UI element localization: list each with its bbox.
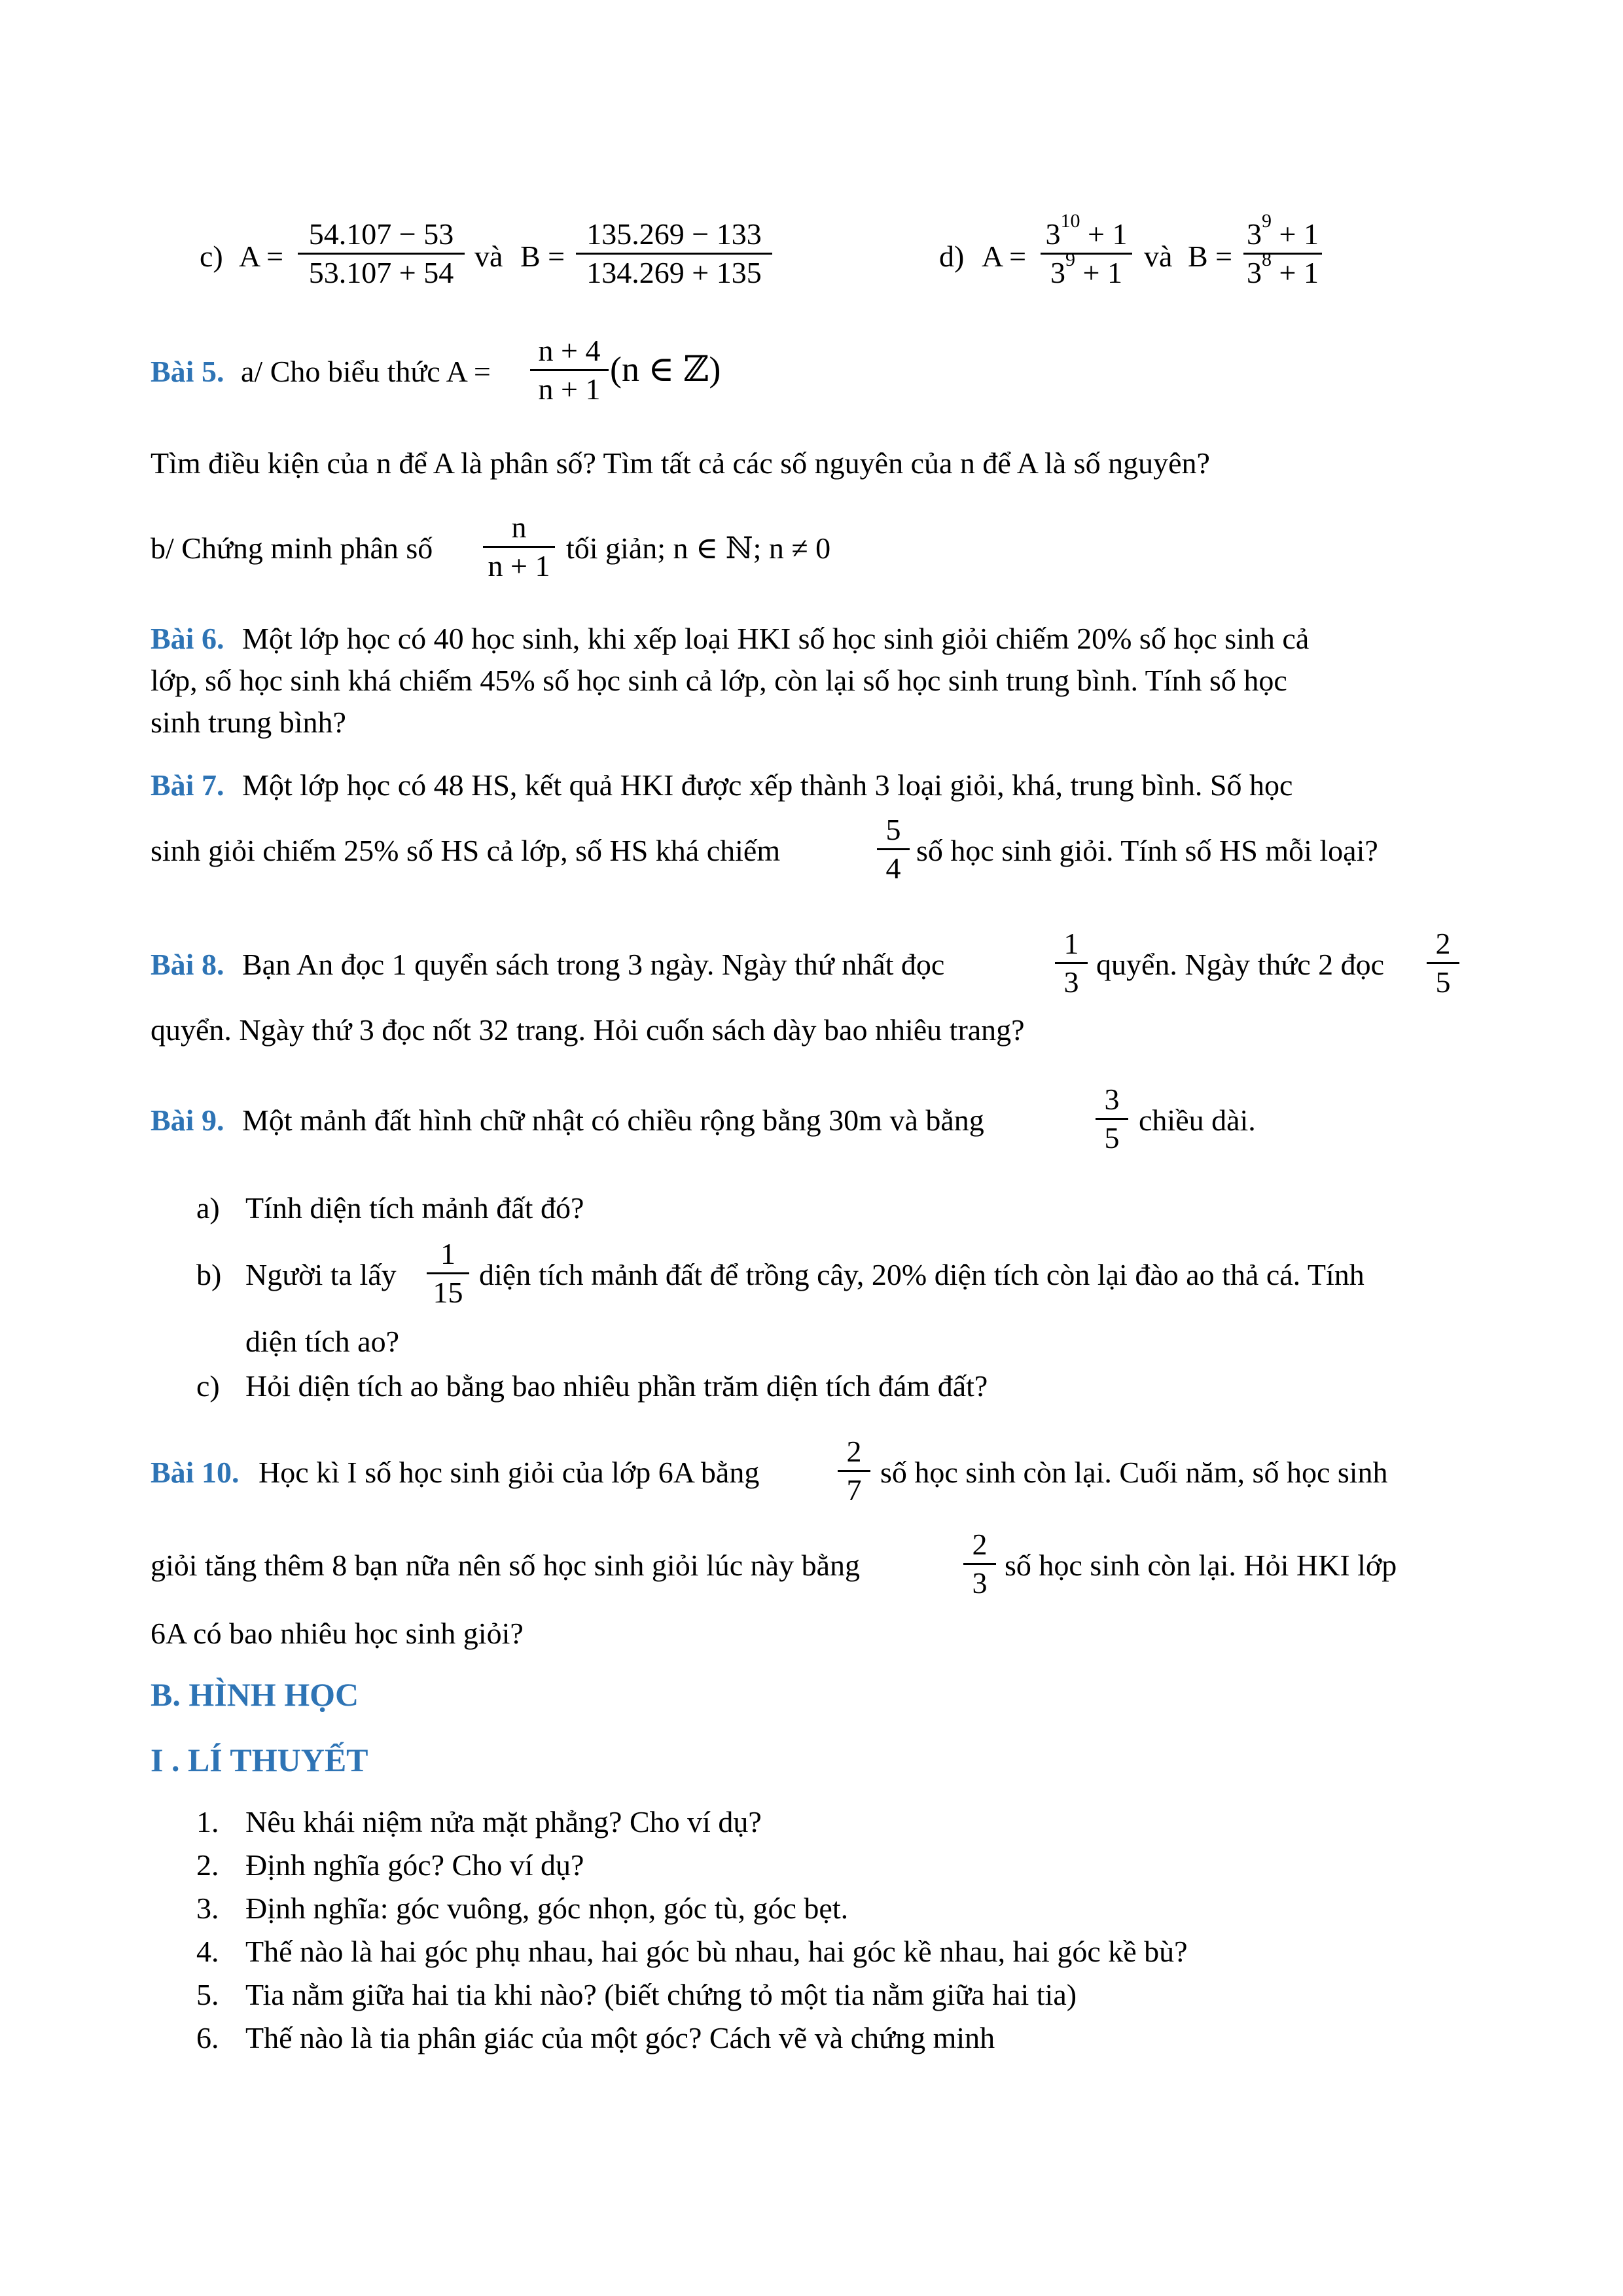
bai9-item-a-label: a) <box>196 1191 220 1225</box>
bai10-fraction2 <box>963 1526 996 1602</box>
bai9-item-a-text: Tính diện tích mảnh đất đó? <box>245 1191 584 1225</box>
numerator: 5 <box>885 813 901 846</box>
numerator: 135.269 − 133 <box>586 217 762 251</box>
bai7-line1: Một lớp học có 48 HS, kết quả HKI được xếp thành 3 loại giỏi, khá, trung bình. Số học <box>242 768 1293 802</box>
bai8-fraction2 <box>1427 925 1459 1001</box>
bai9-item-b-label: b) <box>196 1258 222 1291</box>
theory-item: Thế nào là hai góc phụ nhau, hai góc bù nhau, hai góc kề nhau, hai góc kề bù? <box>245 1935 1188 1968</box>
bai9-item-b-fraction <box>427 1236 469 1311</box>
bai6-line2: lớp, số học sinh khá chiếm 45% số học sinh cả lớp, còn lại số học sinh trung bình. Tính số học <box>151 664 1287 697</box>
bai5-b-fraction <box>483 509 555 584</box>
bai9-line1b: chiều dài. <box>1139 1103 1256 1137</box>
bai10-line3: 6A có bao nhiêu học sinh giỏi? <box>151 1617 524 1650</box>
section-geometry-heading: B. HÌNH HỌC <box>151 1676 359 1713</box>
bai7-fraction <box>877 812 910 887</box>
numerator: 2 <box>1435 927 1451 960</box>
part-c-b-lhs: B = <box>520 240 565 273</box>
numerator: $3^9 + 1$ <box>1247 210 1319 251</box>
bai9-line1a: Một mảnh đất hình chữ nhật có chiều rộng bằng 30m và bằng <box>242 1103 984 1137</box>
part-c-b-fraction <box>576 216 772 291</box>
part-d-b-lhs: B = <box>1188 240 1233 273</box>
bai10-fraction1 <box>838 1433 870 1509</box>
denominator: $3^9 + 1$ <box>1050 249 1122 289</box>
denominator: n + 1 <box>488 549 550 583</box>
bai10-line2b: số học sinh còn lại. Hỏi HKI lớp <box>1005 1549 1397 1582</box>
theory-number: 4. <box>196 1935 219 1968</box>
part-c-label: c) <box>200 240 223 273</box>
denominator: 3 <box>972 1566 988 1600</box>
part-d-a-fraction <box>1041 210 1132 291</box>
bai9-fraction <box>1096 1081 1128 1157</box>
theory-number: 2. <box>196 1848 219 1882</box>
numerator: n + 4 <box>538 334 601 367</box>
bai8-line2: quyển. Ngày thứ 3 đọc nốt 32 trang. Hỏi cuốn sách dày bao nhiêu trang? <box>151 1013 1025 1047</box>
bai7-line2a: sinh giỏi chiếm 25% số HS cả lớp, số HS khá chiếm <box>151 834 781 867</box>
part-d-a-lhs: A = <box>982 240 1027 273</box>
theory-item: Định nghĩa: góc vuông, góc nhọn, góc tù, góc bẹt. <box>245 1892 849 1925</box>
bai6-line3: sinh trung bình? <box>151 706 346 739</box>
bai9-item-c-label: c) <box>196 1369 220 1403</box>
theory-item: Nêu khái niệm nửa mặt phẳng? Cho ví dụ? <box>245 1805 762 1839</box>
bai10-line2a: giỏi tăng thêm 8 bạn nữa nên số học sinh giỏi lúc này bằng <box>151 1549 861 1582</box>
denominator: n + 1 <box>538 372 601 406</box>
bai8-line1a: Bạn An đọc 1 quyển sách trong 3 ngày. Ngày thứ nhất đọc <box>242 948 945 981</box>
theory-item: Thế nào là tia phân giác của một góc? Cách vẽ và chứng minh <box>245 2021 995 2054</box>
numerator: 54.107 − 53 <box>308 217 454 251</box>
bai6-title: Bài 6. <box>151 622 224 655</box>
bai5-fraction <box>530 332 609 408</box>
bai5-a-text: a/ Cho biểu thức A = <box>241 355 491 388</box>
bai9-item-b-text-a: Người ta lấy <box>245 1258 397 1291</box>
bai5-title: Bài 5. <box>151 355 224 388</box>
numerator: 2 <box>972 1528 988 1561</box>
denominator: 5 <box>1104 1121 1120 1155</box>
bai9-item-b-text-c: diện tích ao? <box>245 1325 400 1358</box>
part-c-a-lhs: A = <box>239 240 284 273</box>
bai7-title: Bài 7. <box>151 768 224 802</box>
bai6-line1: Một lớp học có 40 học sinh, khi xếp loại HKI số học sinh giỏi chiếm 20% số học sinh cả <box>242 622 1310 655</box>
theory-number: 6. <box>196 2021 219 2054</box>
bai9-title: Bài 9. <box>151 1103 224 1137</box>
bai8-line1b: quyển. Ngày thức 2 đọc <box>1096 948 1385 981</box>
bai9-item-c-text: Hỏi diện tích ao bằng bao nhiêu phần trăm diện tích đám đất? <box>245 1369 988 1403</box>
part-d-b-fraction <box>1243 210 1322 291</box>
bai10-title: Bài 10. <box>151 1456 240 1489</box>
bai5-b-text: b/ Chứng minh phân số <box>151 531 433 565</box>
bai5-condition: (n ∈ ℤ) <box>610 350 721 389</box>
theory-number: 1. <box>196 1805 219 1839</box>
part-c-a-fraction <box>298 216 465 291</box>
theory-item: Định nghĩa góc? Cho ví dụ? <box>245 1848 584 1882</box>
part-c-and: và <box>474 240 503 273</box>
denominator: 5 <box>1435 965 1451 999</box>
denominator: $3^8 + 1$ <box>1247 249 1319 289</box>
denominator: 15 <box>433 1276 463 1309</box>
denominator: 3 <box>1063 965 1079 999</box>
bai8-fraction1 <box>1055 925 1088 1001</box>
part-d-label: d) <box>939 240 965 273</box>
section-theory-heading: I . LÍ THUYẾT <box>151 1742 368 1778</box>
numerator: $3^{10} + 1$ <box>1045 210 1128 251</box>
part-d-and: và <box>1144 240 1173 273</box>
denominator: 7 <box>846 1473 862 1507</box>
bai7-line2b: số học sinh giỏi. Tính số HS mỗi loại? <box>916 834 1378 867</box>
theory-number: 5. <box>196 1978 219 2011</box>
theory-item: Tia nằm giữa hai tia khi nào? (biết chứng tỏ một tia nằm giữa hai tia) <box>245 1978 1077 2011</box>
theory-number: 3. <box>196 1892 219 1925</box>
bai10-line1b: số học sinh còn lại. Cuối năm, số học sinh <box>880 1456 1388 1489</box>
numerator: 1 <box>440 1237 455 1270</box>
bai5-b-tail: tối giản; n ∈ ℕ; n ≠ 0 <box>566 531 831 565</box>
bai10-line1a: Học kì I số học sinh giỏi của lớp 6A bằng <box>259 1456 760 1489</box>
denominator: 4 <box>885 852 901 885</box>
bai5-line2: Tìm điều kiện của n để A là phân số? Tìm tất cả các số nguyên của n để A là số nguyên? <box>151 446 1210 480</box>
denominator: 134.269 + 135 <box>586 256 762 289</box>
numerator: 2 <box>846 1435 862 1468</box>
denominator: 53.107 + 54 <box>308 256 454 289</box>
numerator: 1 <box>1063 927 1079 960</box>
numerator: n <box>511 511 527 544</box>
bai9-item-b-text-b: diện tích mảnh đất để trồng cây, 20% diện tích còn lại đào ao thả cá. Tính <box>479 1258 1364 1291</box>
numerator: 3 <box>1104 1083 1120 1116</box>
bai8-title: Bài 8. <box>151 948 224 981</box>
